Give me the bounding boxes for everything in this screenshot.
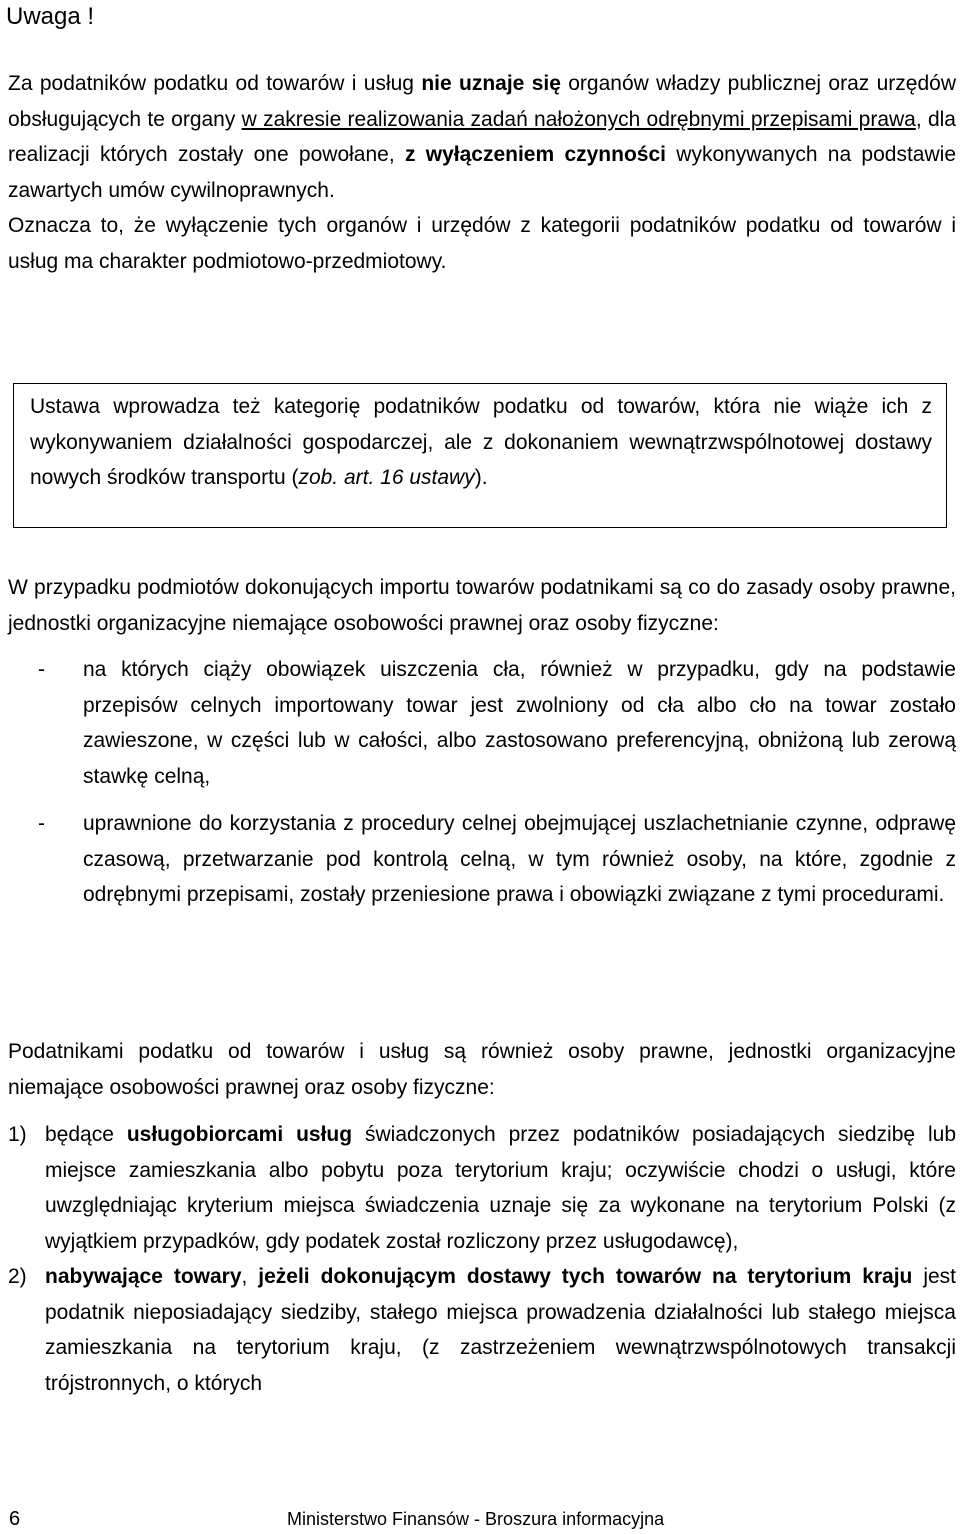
- import-list: [8, 652, 956, 913]
- bold-text: usługobiorcami usług: [126, 1123, 353, 1146]
- list-item: [8, 652, 956, 794]
- text: , dla realizacji których zostały one powołane,: [8, 107, 956, 166]
- page-number: 6: [9, 1508, 21, 1530]
- text: jest podatnik nieposiadający siedziby, stałego miejsca prowadzenia działalności lub stałego miejsca zamieszkania na terytorium kraju, (z zastrzeżeniem wewnątrzwspólnotowych transakcji trójstronnych, o których: [45, 1265, 956, 1395]
- paragraph-meaning: Oznacza to, że wyłączenie tych organów i urzędów z kategorii podatników podatku od towarów i usług ma charakter podmiotowo-przedmiotowy.: [8, 214, 956, 273]
- bold-text: nabywające towary: [45, 1265, 242, 1288]
- info-box-text: [30, 389, 932, 496]
- footer-title: Ministerstwo Finansów - Broszura informacyjna: [287, 1509, 665, 1529]
- text: ,: [241, 1265, 259, 1288]
- list-item: [8, 1117, 956, 1259]
- text: świadczonych przez podatników posiadających siedzibę lub miejsce zamieszkania albo pobytu poza terytorium kraju; oczywiście chodzi o usługi, które uwzględniając kryterium miejsca świadczenia uznaje się za wykonane na terytorium Polski (z wyjątkiem przypadków, gdy podatek został rozliczony przez usługodawcę),: [45, 1123, 957, 1253]
- underlined-text: w zakresie realizowania zadań nałożonych odrębnymi przepisami prawa: [241, 107, 916, 131]
- page-heading: Uwaga !: [6, 3, 95, 30]
- text: Za podatników podatku od towarów i usług: [8, 72, 422, 95]
- import-intro: W przypadku podmiotów dokonujących importu towarów podatnikami są co do zasady osoby prawne, jednostki organizacyjne niemające osobowości prawnej oraz osoby fizyczne:: [8, 576, 956, 635]
- taxpayers-intro: Podatnikami podatku od towarów i usług są również osoby prawne, jednostki organizacyjne niemające osobowości prawnej oraz osoby fizyczne:: [8, 1040, 956, 1099]
- list-item-text: uprawnione do korzystania z procedury celnej obejmującej uszlachetnianie czynne, odprawę czasową, przetwarzanie pod kontrolą celną, w tym również osoby, na które, zgodnie z odrębnymi przepisami, zostały przeniesione prawa i obowiązki związane z tymi procedurami.: [83, 812, 956, 906]
- list-item: [8, 1259, 956, 1401]
- list-item: [8, 806, 956, 913]
- paragraph-exclusion: [8, 66, 956, 208]
- text: Ustawa wprowadza też kategorię podatników podatku od towarów, która nie wiąże ich z wykonywaniem działalności gospodarczej, ale z dokonaniem wewnątrzwspólnotowej dostawy nowych środków transportu (: [30, 395, 932, 489]
- bold-text: jeżeli dokonującym dostawy tych towarów na terytorium kraju: [258, 1265, 913, 1288]
- import-section: [8, 570, 956, 913]
- list-item-text: na których ciąży obowiązek uiszczenia cła, również w przypadku, gdy na podstawie przepisów celnych importowany towar jest zwolniony od cła albo cło na towar zostało zawieszone, w części lub w całości, albo zastosowano preferencyjną, obniżoną lub zerową stawkę celną,: [83, 658, 956, 788]
- text: wykonywanych na podstawie zawartych umów cywilnoprawnych.: [8, 143, 956, 202]
- item-number: 1): [8, 1123, 27, 1146]
- taxpayers-section: [8, 1034, 956, 1401]
- taxpayers-list: [8, 1117, 956, 1401]
- dash-bullet: -: [38, 812, 45, 835]
- dash-bullet: -: [38, 658, 45, 681]
- bold-text: z wyłączeniem czynności: [404, 143, 666, 166]
- text: organów władzy publicznej oraz urzędów obsługujących te organy: [8, 72, 956, 131]
- text: ).: [474, 466, 488, 489]
- info-box: [13, 383, 947, 528]
- bold-text: nie uznaje się: [421, 72, 561, 95]
- text: będące: [45, 1123, 127, 1146]
- italic-text: zob. art. 16 ustawy: [298, 466, 475, 489]
- item-number: 2): [8, 1265, 27, 1288]
- intro-section: [8, 66, 956, 279]
